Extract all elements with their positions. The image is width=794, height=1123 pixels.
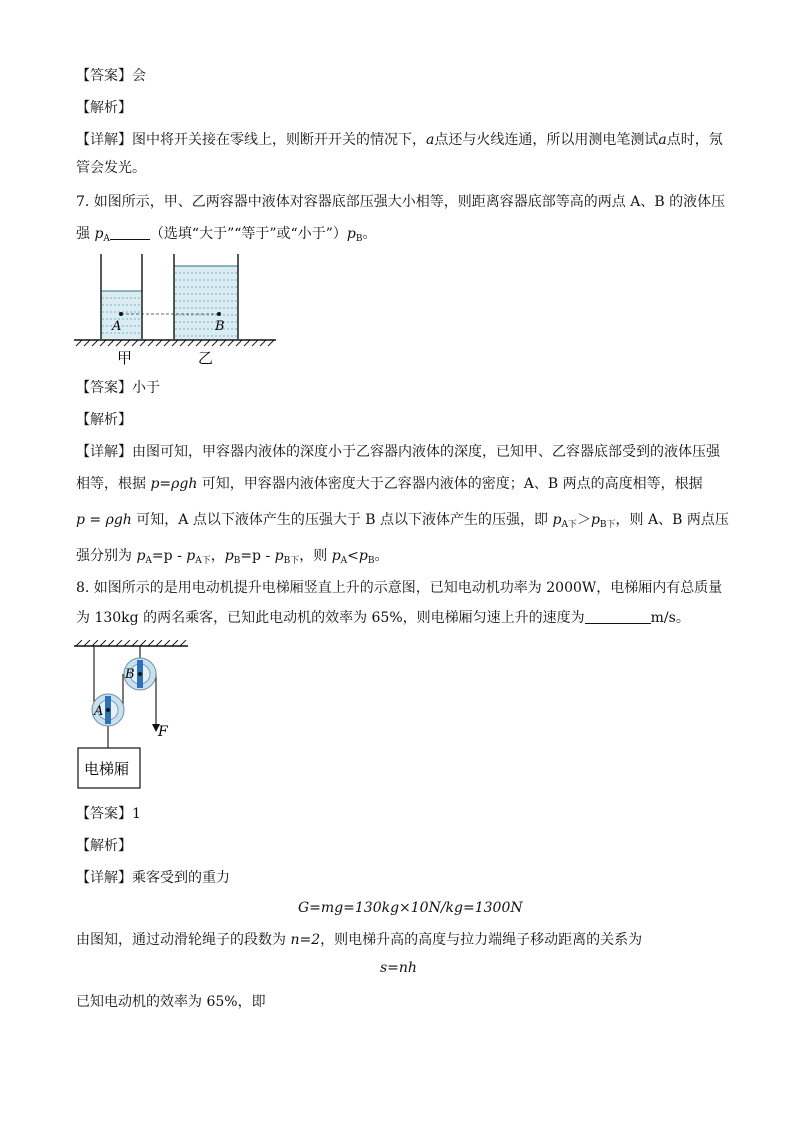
var-p: p xyxy=(94,226,104,242)
q8-analysis-tag: 【解析】 xyxy=(76,838,132,854)
elevator-label: 电梯厢 xyxy=(84,760,130,778)
q8-answer-line xyxy=(76,804,141,824)
var-p: p xyxy=(224,548,234,564)
sub-A: A xyxy=(340,556,348,566)
q7-detail-line4 xyxy=(76,546,388,571)
q8-stem-text: 为 130kg 的两名乘客，已知此电动机的效率为 65%，则电梯厢匀速上升的速度为 xyxy=(76,610,585,626)
q7-detail-line2 xyxy=(76,474,703,494)
q8-stem-line1: 8. 如图所示的是用电动机提升电梯厢竖直上升的示意图，已知电动机功率为 2000W，电梯厢内有总质量 xyxy=(76,580,723,596)
q6-analysis-tag: 【解析】 xyxy=(76,100,132,116)
formula-s: s=nh xyxy=(380,960,417,976)
sub-B: B xyxy=(233,556,241,566)
liquid-yi xyxy=(174,266,238,339)
answer-tag: 【答案】 xyxy=(76,380,132,396)
var-p: p xyxy=(590,512,600,528)
ground-hatching xyxy=(76,340,274,346)
answer-tag: 【答案】 xyxy=(76,68,132,84)
q8-answer: 1 xyxy=(132,806,141,822)
q7-detail-text: 。 xyxy=(374,548,389,564)
q8-pulley-figure xyxy=(70,640,200,800)
sub-A-down: A下 xyxy=(561,520,577,530)
answer-blank xyxy=(110,225,150,240)
sub-A-down: A下 xyxy=(195,556,211,566)
label-A: A xyxy=(112,319,122,334)
q7-analysis-tag: 【解析】 xyxy=(76,412,132,428)
q8-detail-line2 xyxy=(76,930,642,950)
point-A xyxy=(119,312,123,316)
label-pulley-B: B xyxy=(125,667,135,682)
var-p: p xyxy=(358,548,368,564)
q7-detail-text: ，则 A、B 两点压 xyxy=(615,512,729,528)
formula-distance xyxy=(380,960,417,976)
q8-detail-text: 由图知，通过动滑轮绳子的段数为 xyxy=(76,932,291,948)
q8-detail-line3: 已知电动机的效率为 65%，即 xyxy=(76,994,266,1010)
formula-G: G=mg=130kg×10N/kg=1300N xyxy=(298,900,523,916)
q7-detail-text: 强分别为 xyxy=(76,548,137,564)
q7-stem-line1: 7. 如图所示，甲、乙两容器中液体对容器底部压强大小相等，则距离容器底部等高的两点 A、B 的液体压 xyxy=(76,194,726,210)
answer-tag: 【答案】 xyxy=(76,806,132,822)
label-pulley-A: A xyxy=(94,704,104,719)
var-p: p xyxy=(346,226,356,242)
q6-answer: 会 xyxy=(132,68,146,84)
q7-detail-text: =p - xyxy=(151,548,187,564)
q7-detail-text: =p - xyxy=(240,548,275,564)
q7-stem-text: 。 xyxy=(362,226,377,242)
q7-detail-text: 可知，A 点以下液体产生的压强大于 B 点以下液体产生的压强，即 xyxy=(131,512,553,528)
q6-detail-text: 点时，氖 xyxy=(666,132,723,148)
q7-detail-line1 xyxy=(76,442,720,462)
q7-answer: 小于 xyxy=(132,380,160,396)
var-p: p xyxy=(186,548,196,564)
ceiling-hatching xyxy=(76,640,186,646)
q8-stem-unit: m/s。 xyxy=(650,610,690,626)
lt-sign: < xyxy=(347,548,359,564)
q6-detail-text: 图中将开关接在零线上，则断开开关的情况下， xyxy=(132,132,426,148)
var-a: a xyxy=(426,132,435,148)
q8-stem-line2 xyxy=(76,608,690,628)
q7-answer-line xyxy=(76,378,160,398)
formula-gravity xyxy=(298,900,523,916)
q6-detail-text: 点还与火线连通，所以用测电笔测试 xyxy=(434,132,659,148)
sub-A: A xyxy=(145,556,152,566)
point-B xyxy=(217,312,221,316)
var-p: p xyxy=(136,548,146,564)
sub-B: B xyxy=(367,556,375,566)
q8-detail-line1 xyxy=(76,868,230,888)
q7-detail-text: ，则 xyxy=(299,548,332,564)
sub-B: B xyxy=(355,234,363,244)
q7-containers-figure xyxy=(70,250,280,368)
sub-B-down: B下 xyxy=(599,520,616,530)
answer-blank xyxy=(585,609,651,624)
label-F: F xyxy=(158,724,168,740)
q7-stem-text: 强 xyxy=(76,226,95,242)
q7-detail-text: 由图可知，甲容器内液体的深度小于乙容器内液体的深度，已知甲、乙容器底部受到的液体压强 xyxy=(132,444,720,460)
var-n: n=2 xyxy=(290,932,321,948)
q6-detail-line2: 管会发光。 xyxy=(76,160,146,176)
q7-stem-text: （选填“大于”“等于”或“小于”） xyxy=(149,226,347,242)
label-B: B xyxy=(215,319,225,334)
formula-pgh: p = ρgh xyxy=(76,512,132,528)
detail-tag: 【详解】 xyxy=(76,444,132,460)
formula-pgh: p=ρgh xyxy=(150,476,198,492)
q6-answer-line xyxy=(76,66,146,86)
label-jia: 甲 xyxy=(117,349,133,367)
q7-detail-text: 可知，甲容器内液体密度大于乙容器内液体的密度；A、B 两点的高度相等，根据 xyxy=(197,476,703,492)
var-p: p xyxy=(331,548,341,564)
label-yi: 乙 xyxy=(198,349,214,367)
sub-B-down: B下 xyxy=(283,556,300,566)
q7-detail-text: 相等，根据 xyxy=(76,476,151,492)
q8-detail-text: 乘客受到的重力 xyxy=(132,870,230,886)
var-p: p xyxy=(552,512,562,528)
gt-sign: ＞ xyxy=(576,512,591,528)
detail-tag: 【详解】 xyxy=(76,132,132,148)
detail-tag: 【详解】 xyxy=(76,870,132,886)
q7-detail-line3 xyxy=(76,510,729,535)
q6-detail-line1 xyxy=(76,130,723,150)
q8-detail-text: ，则电梯升高的高度与拉力端绳子移动距离的关系为 xyxy=(320,932,643,948)
sub-A: A xyxy=(103,234,110,244)
q7-stem-line2 xyxy=(76,224,376,249)
var-p: p xyxy=(274,548,284,564)
q7-detail-text: ， xyxy=(210,548,225,564)
var-a: a xyxy=(658,132,667,148)
